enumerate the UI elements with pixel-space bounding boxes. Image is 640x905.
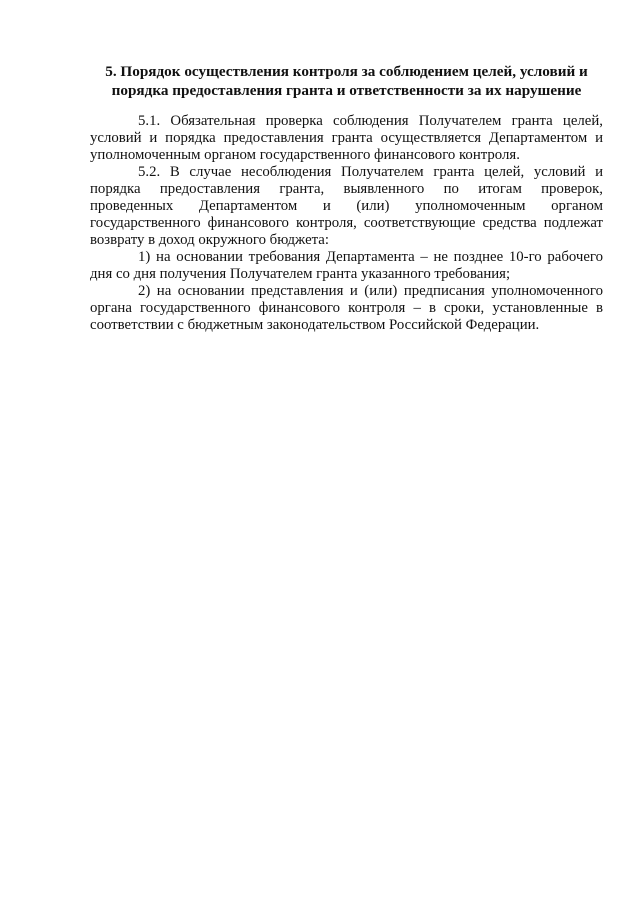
heading-line: 5. Порядок осуществления контроля за соблюдением целей, условий и — [105, 63, 588, 80]
text-line: 5.1. Обязательная проверка соблюдения Получателем гранта целей, — [138, 113, 603, 129]
text-line: порядка предоставления гранта, выявленного по итогам проверок, — [90, 181, 603, 197]
section-heading — [90, 62, 603, 100]
heading-line: порядка предоставления гранта и ответственности за их нарушение — [111, 82, 582, 99]
text-line: уполномоченным органом государственного финансового контроля. — [90, 147, 520, 163]
text-line: органа государственного финансового контроля – в сроки, установленные в — [90, 300, 603, 316]
text-line: 1) на основании требования Департамента – не позднее 10-го рабочего — [138, 249, 603, 265]
list-item-1 — [90, 249, 603, 283]
text-line: условий и порядка предоставления гранта осуществляется Департаментом и — [90, 130, 603, 146]
text-line: соответствии с бюджетным законодательством Российской Федерации. — [90, 317, 540, 333]
text-line: проведенных Департаментом и (или) уполномоченным органом — [90, 198, 603, 214]
list-item-2 — [90, 283, 603, 334]
text-line: дня со дня получения Получателем гранта указанного требования; — [90, 266, 511, 282]
text-line: 2) на основании представления и (или) предписания уполномоченного — [138, 283, 603, 299]
text-line: возврату в доход окружного бюджета: — [90, 232, 329, 248]
text-line: государственного финансового контроля, соответствующие средства подлежат — [90, 215, 603, 231]
paragraph-5-2 — [90, 164, 603, 249]
paragraph-5-1 — [90, 113, 603, 164]
document-page — [90, 62, 603, 334]
text-line: 5.2. В случае несоблюдения Получателем гранта целей, условий и — [138, 164, 603, 180]
